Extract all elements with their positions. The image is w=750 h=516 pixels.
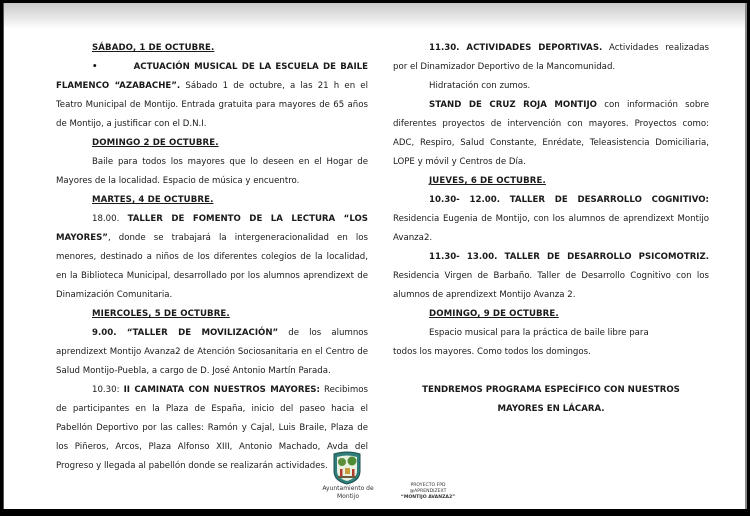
event-text: Residencia Eugenia de Montijo, con los alumnos de aprendizext Montijo Avanza2. [393,214,709,243]
left-column [56,39,368,476]
event-red-cross [393,96,709,172]
day-heading-sunday-2: DOMINGO 2 DE OCTUBRE. [92,138,219,148]
event-sunday-music-line2: todos los mayores. Como todos los domingos. [393,347,591,357]
event-text: Residencia Virgen de Barbaño. Taller de Desarrollo Cognitivo con los alumnos de aprendizext Montijo Avanza 2. [393,271,709,300]
event-title: II CAMINATA CON NUESTROS MAYORES: [123,385,320,395]
page-top-band [4,3,745,29]
event-time: 18.00. [92,214,128,224]
spacer [393,362,709,381]
day-heading-thursday: JUEVES, 6 DE OCTUBRE. [429,176,546,186]
document-page [3,3,747,509]
event-sunday-dance: Baile para todos los mayores que lo deseen en el Hogar de Mayores de la localidad. Espacio de música y encuentro. [56,157,368,186]
event-cognitive-workshop [393,191,709,248]
event-text: Actividades realizadas por el Dinamizador Deportivo de la Mancomunidad. [393,43,709,72]
day-heading-wednesday: MIERCOLES, 5 DE OCTUBRE. [92,309,230,319]
coat-of-arms-icon [332,451,362,485]
event-title: ACTUACIÓN MUSICAL DE LA ESCUELA DE BAILE FLAMENCO “AZABACHE”. [56,62,368,91]
logo-caption-line2: Montijo [336,493,359,500]
project-line1: PROYECTO FPD [410,483,446,488]
right-column [393,39,709,419]
closing-note-line2: MAYORES EN LÁCARA. [497,404,605,414]
event-title: 9.00. “TALLER DE MOVILIZACIÓN” [92,328,279,338]
event-title: 11.30- 13.00. TALLER DE DESARROLLO PSICOMOTRIZ. [429,252,709,262]
logo-caption [312,485,384,501]
event-title: STAND DE CRUZ ROJA MONTIJO [429,100,597,110]
event-sports [393,39,709,77]
bullet: • [92,62,98,72]
project-line3: “MONTIJO AVANZA2” [400,495,456,500]
project-label [396,483,460,501]
logo-caption-line1: Ayuntamiento de [322,485,374,492]
day-heading-tuesday: MARTES, 4 DE OCTUBRE. [92,195,214,205]
event-hydration: Hidratación con zumos. [429,81,531,91]
event-title: TALLER DE FOMENTO DE LA LECTURA “LOS MAYORES” [56,214,368,243]
event-text: , donde se trabajará la intergeneracionalidad en los menores, destinado a niños de los diferentes colegios de la localidad, en la Biblioteca Municipal, desarrollado por los alumnos aprendizext de Dinamización Comunitaria. [56,233,368,300]
event-reading-workshop [56,210,368,305]
closing-note-line1: TENDREMOS PROGRAMA ESPECÍFICO CON NUESTROS [422,385,680,395]
event-title: 11.30. ACTIVIDADES DEPORTIVAS. [429,43,603,53]
footer-logos [312,447,472,507]
event-sunday-music-line1: Espacio musical para la práctica de baile libre para [429,328,649,338]
event-text: de los alumnos aprendizext Montijo Avanza2 de Atención Sociosanitaria en el Centro de Salud Montijo-Puebla, a cargo de D. José Antonio Martín Parada. [56,328,368,376]
event-title: 10.30- 12.00. TALLER DE DESARROLLO COGNITIVO: [429,195,709,205]
event-text: Recibimos de participantes en la Plaza de España, inicio del paseo hacia el Pabellón Deportivo por las calles: Ramón y Cajal, Luis Braile, Plaza de los Piñeros, Arcos, Plaza Alfonso XIII, Antonio Machado, Avda del Progreso y llegada al pabellón donde se realizarán actividades. [56,385,368,471]
event-time: 10.30: [92,385,124,395]
event-mobilization-workshop [56,324,368,381]
day-heading-saturday: SÁBADO, 1 DE OCTUBRE. [92,43,215,53]
event-psychomotor-workshop [393,248,709,305]
event-azabache [56,58,368,134]
day-heading-sunday-9: DOMINGO, 9 DE OCTUBRE. [429,309,559,319]
event-text: con información sobre diferentes proyectos de intervención con mayores. Proyectos como: ADC, Respiro, Salud Constante, Enrédate, Teleasistencia Domiciliaria, LOPE y móvil y Centros de Día. [393,100,709,167]
project-line2: @APRENDIZEXT [409,489,447,494]
event-text: Sábado 1 de octubre, a las 21 h en el Teatro Municipal de Montijo. Entrada gratuita para mayores de 65 años de Montijo, a justificar con el D.N.I. [56,81,368,129]
